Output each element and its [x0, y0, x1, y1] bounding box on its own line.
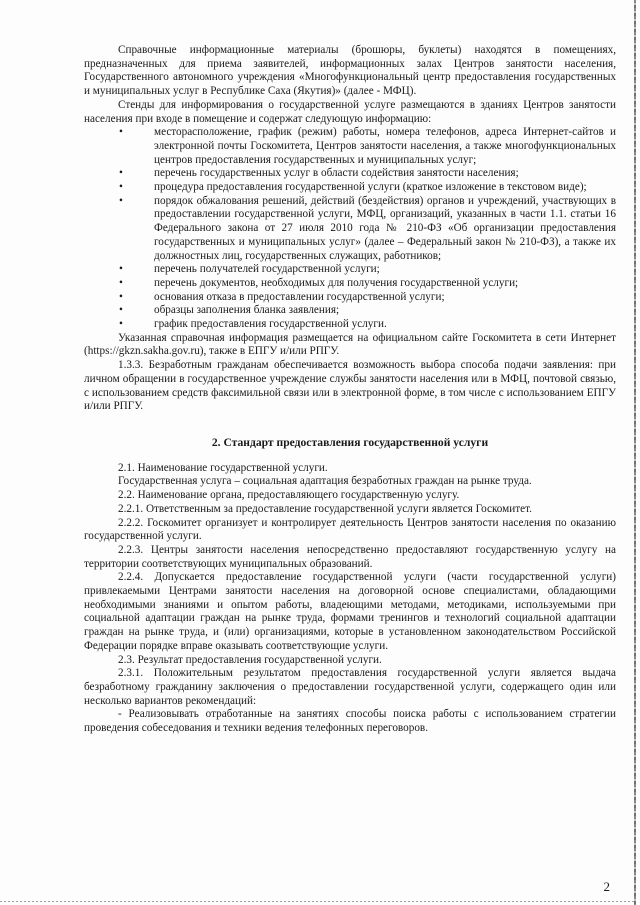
bullet-item	[84, 291, 616, 305]
scan-edge-bottom	[0, 901, 634, 902]
bullet-text: процедура предоставления государственной услуги (краткое изложение в текстовом виде);	[154, 181, 587, 194]
paragraph: 2.2. Наименование органа, предоставляющего государственную услугу.	[118, 489, 460, 502]
bullet-item	[84, 181, 616, 195]
bullet-item	[84, 195, 616, 264]
bullet-dot: •	[119, 194, 123, 207]
bullet-item	[84, 167, 616, 181]
document-body	[84, 44, 616, 736]
bullet-text: перечень документов, необходимых для получения государственной услуги;	[154, 276, 519, 289]
paragraph: - Реализовывать отработанные на занятиях способы поиска работы с использованием стратегии проведения собеседования и техники ведения телефонных переговоров.	[84, 708, 616, 735]
section-heading: 2. Стандарт предоставления государственной услуги	[211, 435, 489, 449]
bullet-dot: •	[119, 181, 123, 194]
bullet-dot: •	[119, 290, 123, 303]
bullet-text: порядок обжалования решений, действий (бездействия) органов и учреждений, участвующих в предоставлении государственной услуги, МФЦ, организаций, указанных в части 1.1. статьи 16 Федерального закона от 27 июля 2010 года № 210-ФЗ «Об организации предоставления государственных и муниципальных услуг» (далее – Федеральный закон № 210-ФЗ), а также их должностных лиц, государственных служащих, работников;	[154, 194, 616, 262]
bullet-text: перечень государственных услуг в области содействия занятости населения;	[154, 167, 519, 180]
bullet-item	[84, 277, 616, 291]
bullet-item	[84, 318, 616, 332]
paragraph: 2.2.4. Допускается предоставление государственной услуги (части государственной услуги) привлекаемыми Центрами занятости населения на договорной основе специалистами, обладающими необходимыми знаниями и опытом работы, владеющими методами, методиками, используемыми при социальной адаптации граждан на рынке труда, формами тренингов и технологий социальной адаптации граждан на рынке труда, и (или) организациями, которые в установленном законодательством Российской Федерации порядке вправе оказывать соответствующие услуги.	[84, 571, 616, 652]
bullet-dot: •	[119, 304, 123, 317]
bullet-text: образцы заполнения бланка заявления;	[154, 304, 340, 317]
paragraph: Указанная справочная информация размещается на официальном сайте Госкомитета в сети Интернет (https://gkzn.sakha.gov.ru), также в ЕПГУ и/или РПГУ.	[84, 331, 616, 358]
bullet-dot: •	[119, 276, 123, 289]
bullet-dot: •	[119, 263, 123, 276]
bullet-item	[84, 304, 616, 318]
bullet-dot: •	[119, 167, 123, 180]
bullet-item	[84, 126, 616, 167]
paragraph: 2.3.1. Положительным результатом предоставления государственной услуги является выдача безработному гражданину заключения о предоставлении государственной услуги, содержащего один или несколько вариантов рекомендаций:	[84, 667, 616, 707]
bullet-dot: •	[119, 126, 123, 139]
paragraph: 2.2.1. Ответственным за предоставление государственной услуги является Госкомитет.	[118, 502, 532, 515]
bullet-text: месторасположение, график (режим) работы, номера телефонов, адреса Интернет-сайтов и электронной почты Госкомитета, Центров занятости населения, а также многофункциональных центров предоставления государственных и муниципальных услуг;	[154, 126, 616, 166]
bullet-dot: •	[119, 318, 123, 331]
paragraph: 1.3.3. Безработным гражданам обеспечивается возможность выбора способа подачи заявления: при личном обращении в государственное учреждение службы занятости населения или в МФЦ, почтовой связью, с использованием средств факсимильной связи или в электронной форме, в том числе с использованием ЕПГУ и/или РПГУ.	[84, 359, 616, 413]
bullet-text: перечень получателей государственной услуги;	[154, 263, 380, 276]
paragraph: Стенды для информирования о государственной услуге размещаются в зданиях Центров занятости населения при входе в помещение и содержат следующую информацию:	[84, 98, 616, 125]
bullet-text: график предоставления государственной услуги.	[154, 318, 387, 331]
bullet-item	[84, 263, 616, 277]
paragraph: 2.2.2. Госкомитет организует и контролирует деятельность Центров занятости населения по оказанию государственной услуги.	[84, 516, 616, 543]
page-number: 2	[603, 879, 610, 894]
paragraph: 2.2.3. Центры занятости населения непосредственно предоставляют государственную услугу на территории соответствующих муниципальных образований.	[84, 543, 616, 570]
bullet-text: основания отказа в предоставлении государственной услуги;	[154, 290, 445, 303]
paragraph: 2.3. Результат предоставления государственной услуги.	[118, 653, 382, 666]
paragraph: Государственная услуга – социальная адаптация безработных граждан на рынке труда.	[118, 475, 532, 488]
paragraph: 2.1. Наименование государственной услуги.	[118, 461, 328, 474]
scan-edge-right	[634, 0, 636, 905]
paragraph: Справочные информационные материалы (брошюры, буклеты) находятся в помещениях, предназначенных для приема заявителей, информационных залах Центров занятости населения, Государственного автономного учреждения «Многофункциональный центр предоставления государственных и муниципальных услуг в Республике Саха (Якутия)» (далее - МФЦ).	[84, 44, 616, 98]
